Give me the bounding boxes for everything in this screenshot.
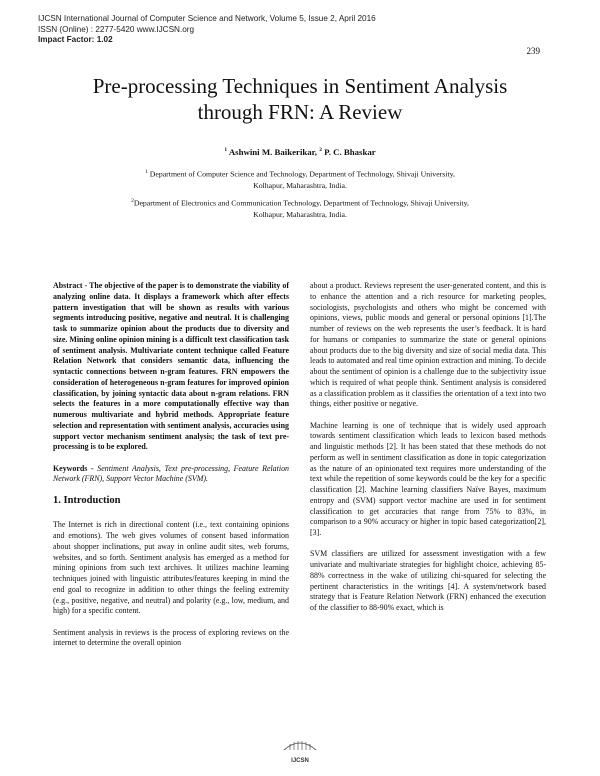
paper-title (40, 73, 560, 125)
authors (40, 147, 560, 157)
impact-factor: Impact Factor: 1.02 (38, 35, 113, 44)
affiliation-1 (60, 167, 540, 191)
paragraph: Sentiment analysis in reviews is the process of exploring reviews on the internet to determine the overall opinion (53, 627, 289, 648)
affiliation-2-line1: Department of Electronics and Communication Technology, Department of Technology, Shivaji University, (133, 198, 469, 208)
right-column (310, 281, 546, 624)
journal-header-line2: ISSN (Online) : 2277-5420 www.IJCSN.org (38, 24, 195, 34)
affiliation-1-line1: Department of Computer Science and Technology, Department of Technology, Shivaji University, (149, 169, 455, 179)
left-column (53, 281, 289, 660)
author2: P. C. Bhaskar (324, 147, 376, 157)
affiliation-1-sup: 1 (145, 169, 148, 175)
author1-sup: 1 (224, 147, 228, 154)
affiliation-2-line2: Kolhapur, Maharashtra, India. (253, 209, 347, 219)
affiliation-2-sup: 2 (131, 198, 134, 204)
title-line2: through FRN: A Review (197, 100, 403, 124)
paragraph: Machine learning is one of technique that is widely used approach towards sentiment classification which leads to lexicon based methods and linguistic methods [2]. It has been stated that these methods do not perform as well in sentiment classification as done in topic categorization as the nature of an opinionated text requires more understanding of the text while the repetition of some keywords could be the key for a specific classification [2]. Machine learning classifiers Naïve Bayes, maximum entropy and (SVM) support vector machine are used in for sentiment classification to get accuracies that range from 75% to 83%, in comparison to a 90% accuracy or higher in topic based categorization[2],[3]. (310, 420, 546, 537)
affiliation-1-line2: Kolhapur, Maharashtra, India. (253, 180, 347, 190)
title-line1: Pre-processing Techniques in Sentiment Analysis (92, 74, 508, 98)
page-number: 239 (526, 46, 540, 56)
paragraph: The Internet is rich in directional content (i.e., text containing opinions and emotions). The web gives volumes of consent based information about shopper inclinations, put away in online audit sites, web forums, websites, and so forth. Sentiment analysis has emerged as a method for mining opinions from such text archives. It utilizes machine learning techniques joined with linguistic attributes/features keeping in mind the end goal to recognize in addition to other things the feeling extremity (e.g., positive, negative, and neutral) and polarity (e.g., low, medium, and high) for a specific content. (53, 520, 289, 616)
abstract: Abstract - The objective of the paper is to demonstrate the viability of analyzing online data. It displays a framework which after effects pattern investigation that will be shown as results with various segments introducing positive, negative and neutral. It is challenging task to summarize opinion about the products due to diversity and size. Mining online opinion mining is a difficult text classification task of sentiment analysis. Multivariate content technique called Feature Relation Network that considers semantic data, influencing the syntactic connections between n-gram features. FRN empowers the consideration of heterogeneous n-gram features for improved opinion classification, by joining syntactic data about n-gram relations. FRN selects the features in a more computationally effective way than numerous multivariate and hybrid methods. Appropriate feature selection and representation with sentiment analysis, accuracies using support vector mechanism sentiment analysis; the task of text pre-processing is to be explored. (53, 281, 289, 452)
affiliation-2 (60, 196, 540, 220)
journal-header (38, 14, 376, 46)
keywords-label: Keywords - (53, 463, 94, 473)
paragraph: SVM classifiers are utilized for assessment investigation with a few univariate and multivariate strategies for highlight choice, achieving 85-88% correctness in the wake of utilizing chi-squared for selecting the pertinent characteristics in the writings [4]. A system/network based strategy that is Feature Relation Network (FRN) enhanced the execution of the classifier to 88-90% exact, which is (310, 549, 546, 612)
journal-header-line1: IJCSN International Journal of Computer Science and Network, Volume 5, Issue 2, April 2016 (38, 14, 376, 23)
author2-sup: 2 (319, 147, 322, 154)
author1: Ashwini M. Baikerikar, (228, 147, 317, 157)
section-heading-introduction: 1. Introduction (53, 494, 121, 506)
keywords-text: Sentiment Analysis, Text pre-processing, Feature Relation Network (FRN), Support Vector Machine (SVM). (53, 463, 290, 484)
footer-journal-name: IJCSN (291, 758, 309, 764)
keywords (53, 464, 289, 486)
journal-logo-icon (282, 738, 318, 752)
paragraph: about a product. Reviews represent the user-generated content, and this is to enhance the attention and a rich resource for marketing peoples, sociologists, psychologists and others who might be concerned with opinions, views, public moods and general or personal opinions [1].The number of reviews on the web represents the user’s feedback. It is hard for humans or companies to summarize the state or general opinions about products due to the big diversity and size of social media data. This leads to automated and real time opinion extraction and mining. To decide about the sentiment of opinion is a challenge due to the subjectivity issue which is required of what people think. Sentiment analysis is considered as a classification problem as it classifies the orientation of a text into two things, either positive or negative. (310, 281, 546, 409)
